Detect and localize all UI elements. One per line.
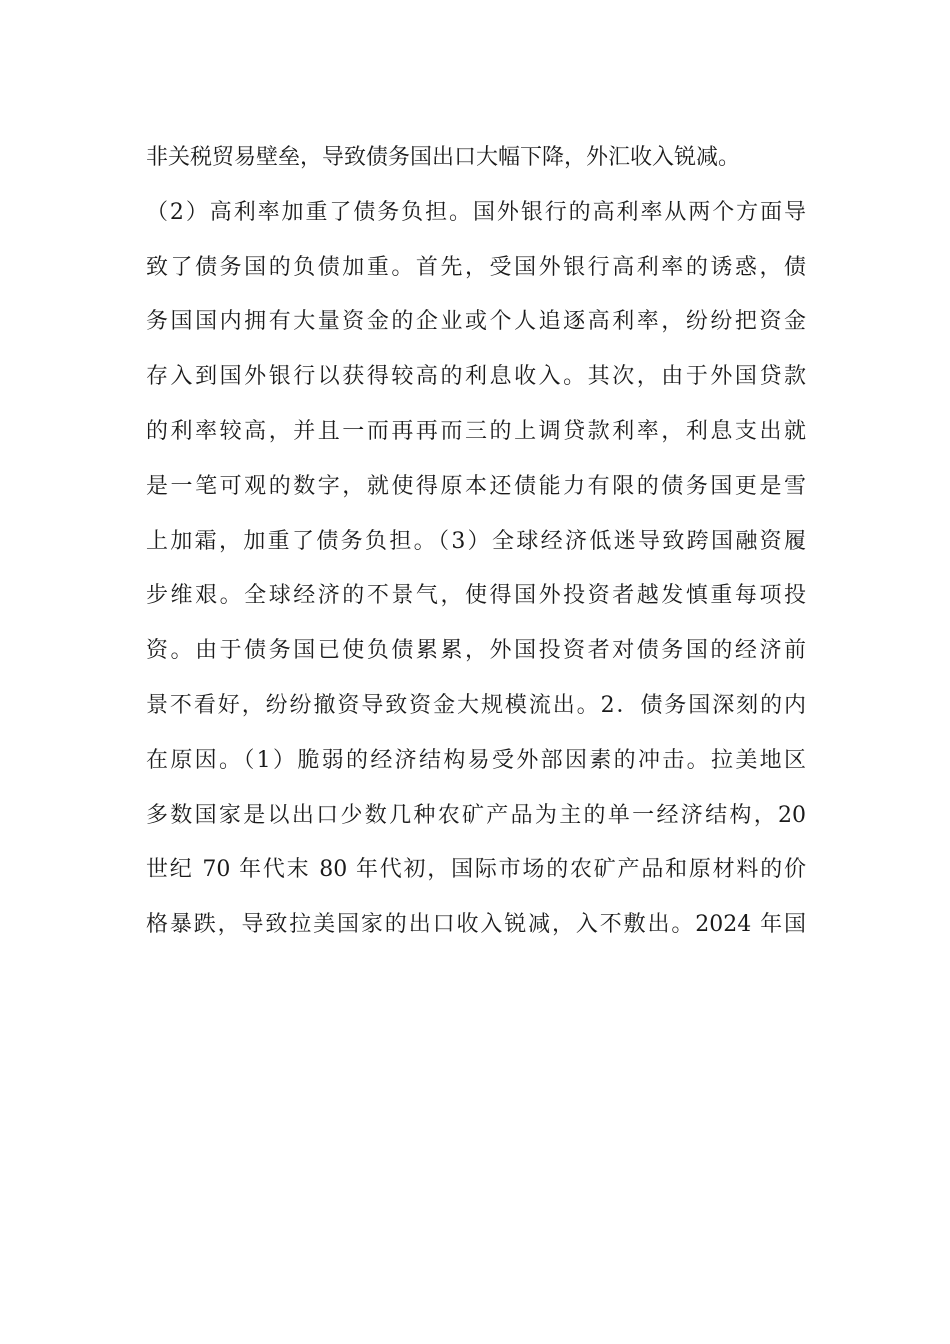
text-line: 非关税贸易壁垒，导致债务国出口大幅下降，外汇收入锐减。	[146, 145, 741, 170]
text-line: 务国国内拥有大量资金的企业或个人追逐高利率，纷纷把资金	[146, 309, 806, 335]
text-line: 世纪 70 年代末 80 年代初，国际市场的农矿产品和原材料的价	[146, 857, 806, 883]
text-line: 格暴跌，导致拉美国家的出口收入锐减，入不敷出。2024 年国	[146, 912, 806, 938]
text-line: （2）高利率加重了债务负担。国外银行的高利率从两个方面导	[146, 199, 806, 225]
text-line: 致了债务国的负债加重。首先，受国外银行高利率的诱惑，债	[146, 254, 806, 280]
body-text	[146, 131, 806, 953]
text-line: 步维艰。全球经济的不景气，使得国外投资者越发慎重每项投	[146, 583, 806, 609]
text-line: 上加霜，加重了债务负担。（3）全球经济低迷导致跨国融资履	[146, 528, 806, 554]
text-line: 存入到国外银行以获得较高的利息收入。其次，由于外国贷款	[146, 364, 806, 390]
text-line: 多数国家是以出口少数几种农矿产品为主的单一经济结构，20	[146, 802, 806, 828]
text-line: 资。由于债务国已使负债累累，外国投资者对债务国的经济前	[146, 638, 806, 664]
text-line: 的利率较高，并且一而再再而三的上调贷款利率，利息支出就	[146, 418, 806, 444]
text-line: 是一笔可观的数字，就使得原本还债能力有限的债务国更是雪	[146, 473, 806, 499]
text-line: 在原因。（1）脆弱的经济结构易受外部因素的冲击。拉美地区	[146, 747, 806, 773]
text-line: 景不看好，纷纷撤资导致资金大规模流出。2．债务国深刻的内	[146, 692, 806, 718]
